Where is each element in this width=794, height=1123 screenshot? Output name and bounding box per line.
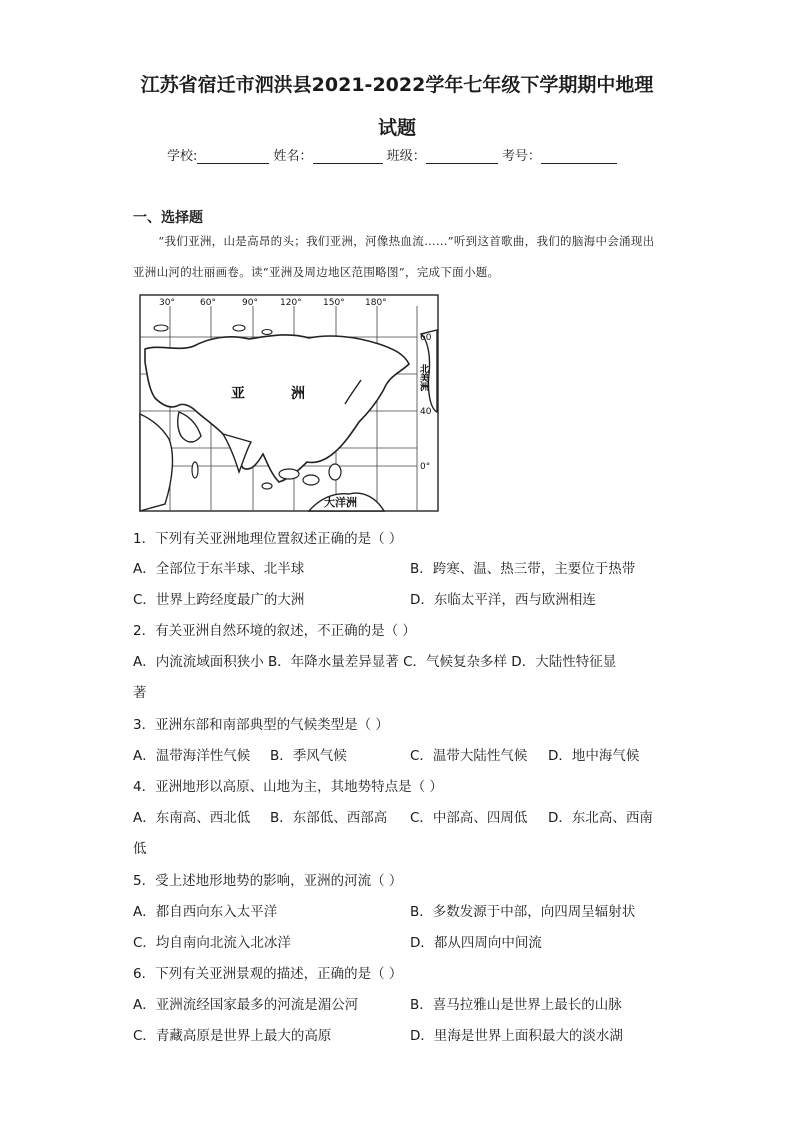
name-blank (313, 149, 383, 164)
question-1-stem: 1．下列有关亚洲地理位置叙述正确的是（ ） (133, 531, 403, 547)
q5-option-a[interactable]: A．都自西向东入太平洋 (133, 904, 278, 920)
question-4-stem: 4．亚洲地形以高原、山地为主，其地势特点是（ ） (133, 779, 443, 795)
q2-options-line[interactable]: A．内流流域面积狭小 B．年降水量差异显著 C．气候复杂多样 D．大陆性特征显 (133, 654, 617, 670)
question-3-stem: 3．亚洲东部和南部典型的气候类型是（ ） (133, 717, 389, 733)
q4-option-a[interactable]: A．东南高、西北低 (133, 810, 251, 826)
number-label: 考号： (501, 149, 541, 164)
q1-option-c[interactable]: C．世界上跨经度最广的大洲 (133, 592, 305, 608)
school-blank (197, 149, 269, 164)
q5-option-d[interactable]: D．都从四周向中间流 (410, 935, 542, 951)
asia-map (139, 294, 439, 512)
north-america-label: 北美洲 (418, 364, 428, 391)
class-blank (426, 149, 498, 164)
q6-option-b[interactable]: B．喜马拉雅山是世界上最长的山脉 (410, 997, 622, 1013)
q1-option-b[interactable]: B．跨寒、温、热三带，主要位于热带 (410, 561, 636, 577)
q5-option-c[interactable]: C．均自南向北流入北冰洋 (133, 935, 291, 951)
q6-option-a[interactable]: A．亚洲流经国家最多的河流是湄公河 (133, 997, 359, 1013)
q4-option-c[interactable]: C．中部高、四周低 (410, 810, 528, 826)
lon-label-120: 120° (280, 298, 302, 308)
doc-title-line2: 试题 (377, 117, 416, 139)
q3-option-a[interactable]: A．温带海洋性气候 (133, 748, 251, 764)
doc-title-line1: 江苏省宿迁市泗洪县2021-2022学年七年级下学期期中地理 (140, 74, 654, 96)
lon-label-90: 90° (242, 298, 258, 308)
q3-option-d[interactable]: D．地中海气候 (548, 748, 640, 764)
lon-label-180: 180° (365, 298, 387, 308)
lon-label-30: 30° (159, 298, 175, 308)
asia-label-2: 洲 (291, 386, 305, 402)
q4-option-d-wrap: 低 (133, 841, 147, 857)
q3-option-b[interactable]: B．季风气候 (270, 748, 347, 764)
q3-option-c[interactable]: C．温带大陆性气候 (410, 748, 528, 764)
class-label: 班级： (386, 149, 426, 164)
q6-option-d[interactable]: D．里海是世界上面积最大的淡水湖 (410, 1028, 623, 1044)
q2-options-wrap: 著 (133, 685, 147, 701)
lon-label-60: 60° (200, 298, 216, 308)
lat-label-40: 40 (420, 407, 432, 417)
q1-option-a[interactable]: A．全部位于东半球、北半球 (133, 561, 305, 577)
q1-option-d[interactable]: D．东临太平洋，西与欧洲相连 (410, 592, 596, 608)
lat-label-0: 0° (420, 462, 431, 472)
oceania-label: 大洋洲 (324, 496, 357, 509)
asia-label-1: 亚 (231, 386, 245, 402)
lat-label-60: 60 (420, 333, 432, 343)
q4-option-d[interactable]: D．东北高、西南 (548, 810, 653, 826)
name-label: 姓名： (273, 149, 313, 164)
student-info-row (167, 145, 617, 164)
question-5-stem: 5．受上述地形地势的影响，亚洲的河流（ ） (133, 873, 403, 889)
school-label: 学校: (167, 149, 198, 164)
q5-option-b[interactable]: B．多数发源于中部，向四周呈辐射状 (410, 904, 636, 920)
q4-option-b[interactable]: B．东部低、西部高 (270, 810, 388, 826)
number-blank (541, 149, 617, 164)
question-6-stem: 6．下列有关亚洲景观的描述，正确的是（ ） (133, 966, 403, 982)
question-2-stem: 2．有关亚洲自然环境的叙述，不正确的是（ ） (133, 623, 416, 639)
lon-label-150: 150° (323, 298, 345, 308)
q6-option-c[interactable]: C．青藏高原是世界上最大的高原 (133, 1028, 332, 1044)
intro-paragraph: “我们亚洲，山是高昂的头；我们亚洲，河像热血流……”听到这首歌曲，我们的脑海中会涌现出亚洲山河的壮丽画卷。读“亚洲及周边地区范围略图”，完成下面小题。 (133, 234, 655, 279)
section-title: 一、选择题 (133, 210, 203, 226)
